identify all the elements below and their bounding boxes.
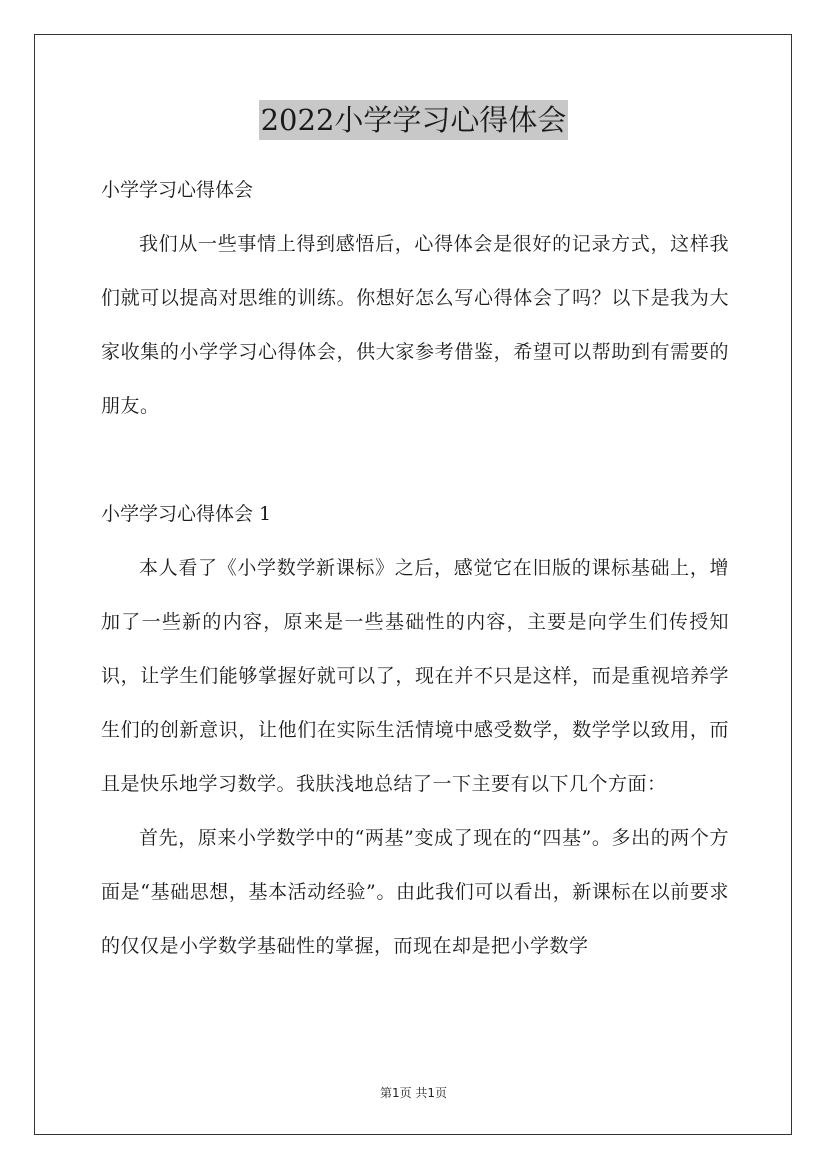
section-1-paragraph-1: 本人看了《小学数学新课标》之后，感觉它在旧版的课标基础上，增加了一些新的内容，原来是一些基础性的内容，主要是向学生们传授知识，让学生们能够掌握好就可以了，现在并不只是这样，而是重视培养学生们的创新意识，让他们在实际生活情境中感受数学，数学学以致用，而且是快乐地学习数学。我肤浅地总结了一下主要有以下几个方面：: [101, 557, 729, 795]
document-body: [101, 163, 729, 973]
page-footer: 第1页 共1页: [379, 1086, 448, 1100]
document-title: 2022小学学习心得体会: [259, 100, 569, 140]
section-heading-1: 小学学习心得体会 1: [101, 503, 272, 525]
section-1-paragraph-2: 首先，原来小学数学中的“两基”变成了现在的“四基”。多出的两个方面是“基础思想，基本活动经验”。由此我们可以看出，新课标在以前要求的仅仅是小学数学基础性的掌握，而现在却是把小学数学: [101, 827, 729, 957]
intro-paragraph: 我们从一些事情上得到感悟后，心得体会是很好的记录方式，这样我们就可以提高对思维的训练。你想好怎么写心得体会了吗？以下是我为大家收集的小学学习心得体会，供大家参考借鉴，希望可以帮助到有需要的朋友。: [101, 233, 729, 417]
section-heading-intro: 小学学习心得体会: [101, 179, 254, 201]
blank-line: [101, 433, 729, 487]
title-wrapper: [0, 100, 827, 140]
